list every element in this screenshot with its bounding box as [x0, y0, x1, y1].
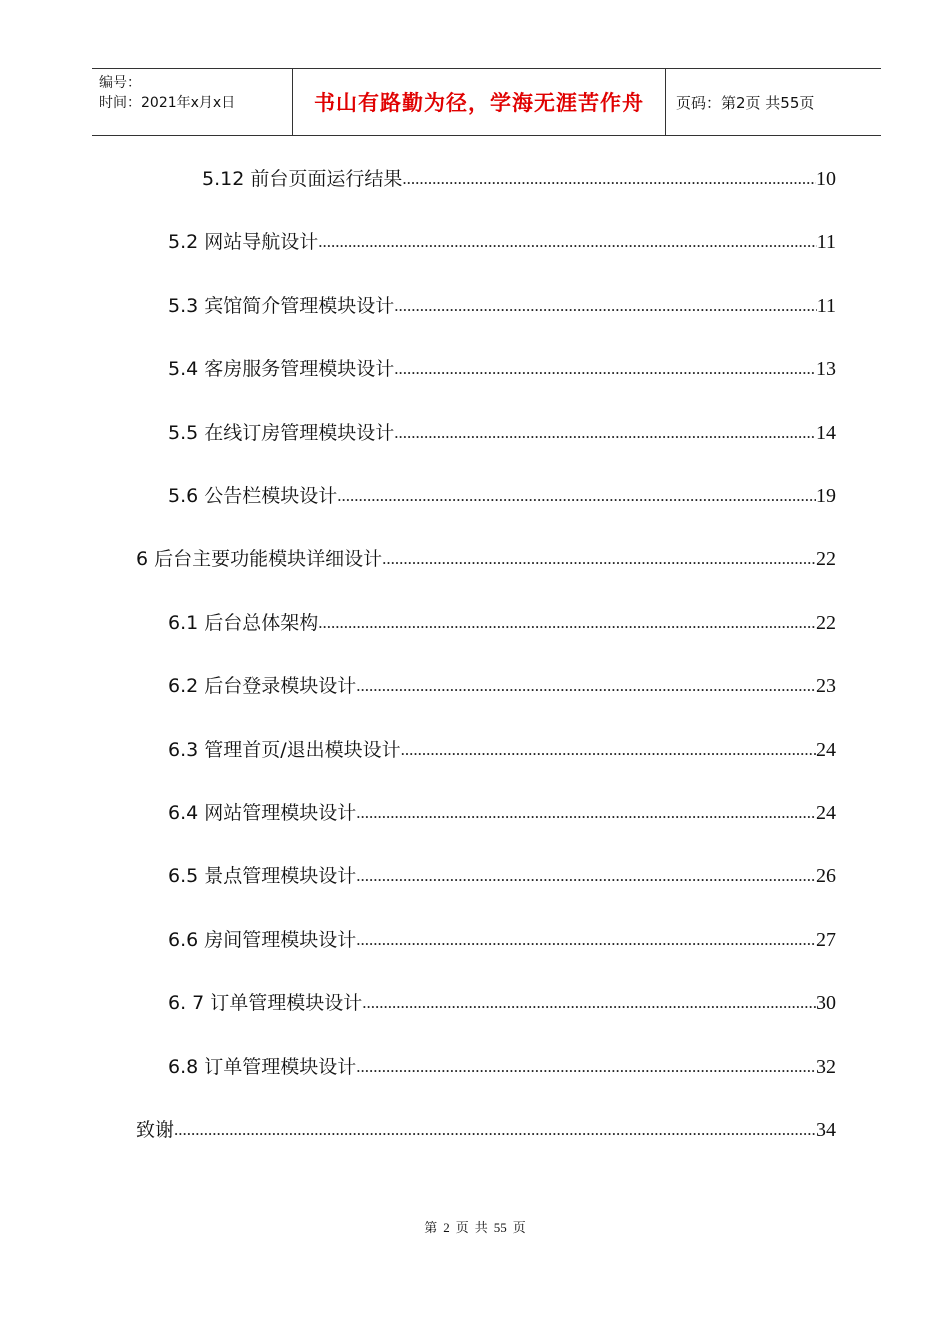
toc-entry[interactable] — [168, 477, 836, 511]
toc-entry-title: 5.2 网站导航设计 — [168, 231, 319, 253]
toc-leader-dots — [337, 481, 816, 511]
toc-entry-title: 6.3 管理首页/退出模块设计 — [168, 739, 401, 761]
toc-entry[interactable] — [168, 667, 836, 701]
page-footer — [0, 1217, 950, 1236]
toc-leader-dots — [362, 988, 816, 1018]
toc-entry-page: 22 — [816, 612, 836, 634]
toc-entry[interactable] — [202, 160, 836, 194]
toc-entry[interactable] — [168, 287, 836, 321]
toc-entry-page: 11 — [816, 231, 836, 253]
toc-entry-title: 5.5 在线订房管理模块设计 — [168, 422, 395, 444]
toc-entry-page: 26 — [816, 865, 836, 887]
toc-entry-title: 6.8 订单管理模块设计 — [168, 1056, 357, 1078]
toc-leader-dots — [356, 925, 816, 955]
toc-entry-page: 13 — [816, 358, 836, 380]
toc-entry-title: 5.12 前台页面运行结果 — [202, 168, 403, 190]
toc-leader-dots — [394, 354, 816, 384]
toc-entry[interactable] — [168, 604, 836, 638]
toc-entry[interactable] — [136, 1111, 836, 1145]
toc-entry-page: 32 — [816, 1056, 836, 1078]
toc-leader-dots — [356, 671, 816, 701]
toc-leader-dots — [318, 608, 816, 638]
toc-entry-page: 22 — [816, 548, 836, 570]
footer-current-page: 2 — [443, 1220, 450, 1235]
toc-leader-dots — [382, 544, 816, 574]
footer-ye-2: 页 — [512, 1220, 526, 1235]
toc-leader-dots — [318, 227, 816, 257]
footer-di: 第 — [424, 1220, 438, 1235]
toc-entry[interactable] — [168, 731, 836, 765]
toc-entry[interactable] — [168, 921, 836, 955]
header-meta — [92, 69, 293, 135]
toc-entry[interactable] — [136, 540, 836, 574]
toc-entry-page: 19 — [816, 485, 836, 507]
toc-entry-page: 14 — [816, 422, 836, 444]
header-motto: 书山有路勤为径，学海无涯苦作舟 — [293, 69, 666, 135]
toc-entry-title: 5.3 宾馆简介管理模块设计 — [168, 295, 395, 317]
toc-entry-page: 24 — [816, 802, 836, 824]
toc-entry-title: 5.6 公告栏模块设计 — [168, 485, 338, 507]
toc-entry-page: 10 — [816, 168, 836, 190]
toc-leader-dots — [394, 418, 816, 448]
toc-entry-page: 34 — [816, 1119, 836, 1141]
toc-entry-title: 5.4 客房服务管理模块设计 — [168, 358, 395, 380]
time-label: 时间：2021年x月x日 — [99, 95, 236, 111]
toc-leader-dots — [356, 861, 816, 891]
toc-entry[interactable] — [168, 350, 836, 384]
toc-entry-title: 6.4 网站管理模块设计 — [168, 802, 357, 824]
toc-leader-dots — [394, 291, 816, 321]
toc-entry-page: 11 — [816, 295, 836, 317]
toc-entry-page: 23 — [816, 675, 836, 697]
toc-entry-title: 6.1 后台总体架构 — [168, 612, 319, 634]
toc-entry-page: 27 — [816, 929, 836, 951]
toc-entry[interactable] — [168, 794, 836, 828]
toc-entry[interactable] — [168, 984, 836, 1018]
toc-entry-page: 30 — [816, 992, 836, 1014]
toc-entry[interactable] — [168, 223, 836, 257]
footer-ye: 页 — [455, 1220, 469, 1235]
toc-entry-title: 致谢 — [136, 1119, 175, 1141]
doc-number-label: 编号： — [99, 75, 141, 91]
toc-leader-dots — [174, 1115, 816, 1145]
toc-entry-page: 24 — [816, 739, 836, 761]
header-page-info: 页码：第2页 共55页 — [676, 93, 815, 112]
footer-total-pages: 55 — [493, 1220, 507, 1235]
toc-entry-title: 6.5 景点管理模块设计 — [168, 865, 357, 887]
toc-leader-dots — [356, 798, 816, 828]
toc-entry-title: 6.2 后台登录模块设计 — [168, 675, 357, 697]
toc-entry[interactable] — [168, 414, 836, 448]
toc-entry[interactable] — [168, 1048, 836, 1082]
footer-gong: 共 — [474, 1220, 488, 1235]
toc-entry-title: 6.6 房间管理模块设计 — [168, 929, 357, 951]
page-header — [92, 68, 881, 136]
toc-entry-title: 6. 7 订单管理模块设计 — [168, 992, 363, 1014]
toc-leader-dots — [401, 735, 816, 765]
toc-entry-title: 6 后台主要功能模块详细设计 — [136, 548, 383, 570]
toc-leader-dots — [402, 164, 816, 194]
toc-entry[interactable] — [168, 857, 836, 891]
toc-leader-dots — [356, 1052, 816, 1082]
